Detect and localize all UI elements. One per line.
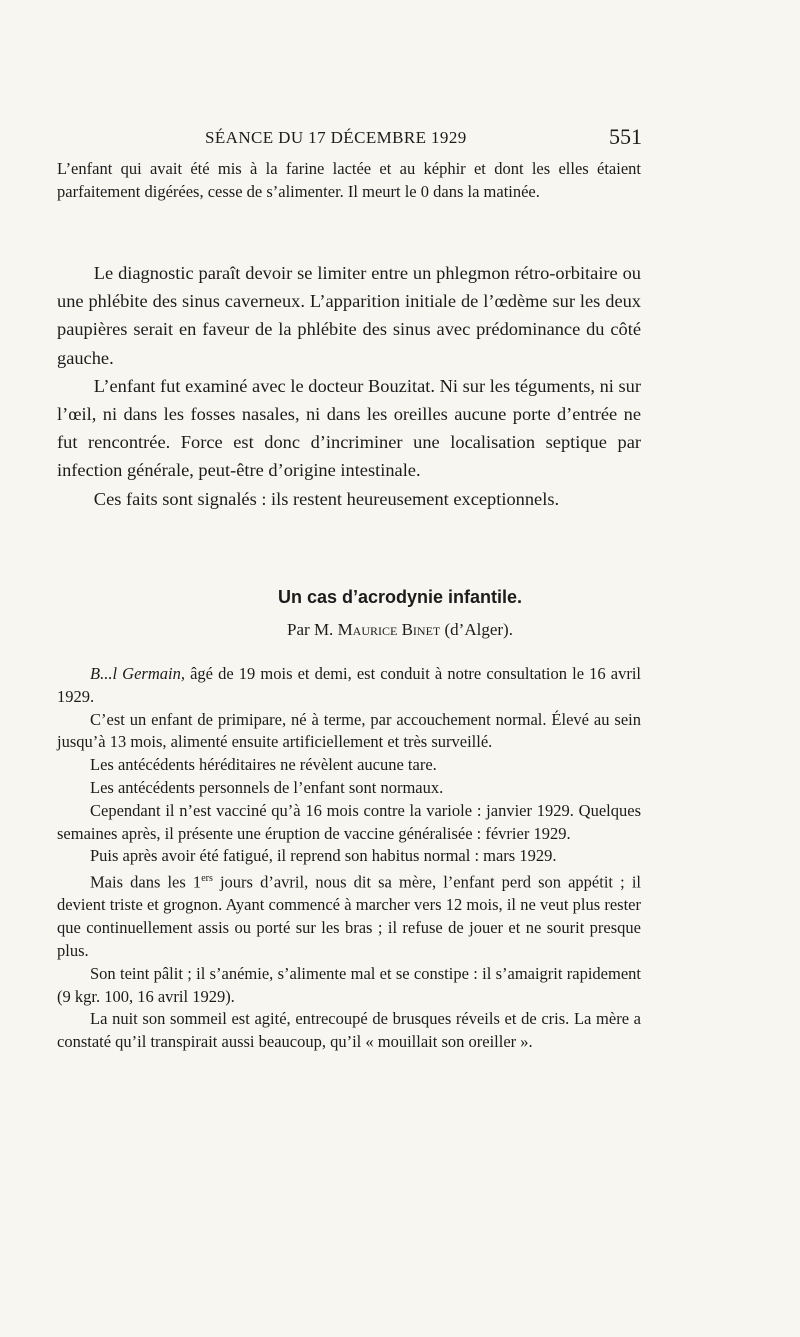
paragraph: Les antécédents personnels de l’enfant sont normaux. <box>90 777 444 797</box>
page-number: 551 <box>609 124 642 149</box>
ordinal-superscript: ers <box>201 873 213 885</box>
paragraph: Cependant il n’est vacciné qu’à 16 mois contre la variole : janvier 1929. Quelques semaines après, il présente une éruption de vaccine généralisée : février 1929. <box>57 800 641 843</box>
paragraph: C’est un enfant de primipare, né à terme, par accouchement normal. Élevé au sein jusqu’à 13 mois, alimenté ensuite artificiellement et très surveillé. <box>57 709 641 752</box>
case-report-text <box>57 663 641 1054</box>
paragraph: Les antécédents héréditaires ne révèlent aucune tare. <box>90 755 437 775</box>
paragraph: L’enfant fut examiné avec le docteur Bouzitat. Ni sur les téguments, ni sur l’œil, ni dans les fosses nasales, ni dans les oreilles aucune porte d’entrée ne fut rencontrée. Force est donc d’incriminer une localisation septique par infection générale, peut-être d’origine intestinale. <box>57 375 641 481</box>
paragraph: La nuit son sommeil est agité, entrecoupé de brusques réveils et de cris. La mère a constaté qu’il transpirait aussi beaucoup, qu’il « mouillait son oreiller ». <box>57 1009 641 1052</box>
running-head: SÉANCE DU 17 DÉCEMBRE 1929 <box>205 128 467 147</box>
paragraph-text: âgé de 19 mois et demi, est conduit à notre consultation le 16 avril 1929. <box>57 664 642 706</box>
paragraph <box>57 868 641 963</box>
paragraph-text: Mais dans les 1 <box>90 872 202 892</box>
author-prefix: Par M. <box>287 620 334 639</box>
author-place: (d’Alger). <box>444 620 513 639</box>
author-name: Maurice Binet <box>337 620 441 639</box>
paragraph <box>57 663 641 709</box>
continued-text <box>57 158 641 204</box>
paragraph-text: jours d’avril, nous dit sa mère, l’enfant perd son appétit ; il devient triste et grognon. Ayant commencé à marcher vers 12 mois, il ne veut plus rester que continuellement assis ou porté sur les bras ; il refuse de jouer et ne sourit presque plus. <box>57 872 641 961</box>
paragraph: Puis après avoir été fatigué, il reprend son habitus normal : mars 1929. <box>90 846 557 866</box>
discussion-text <box>57 259 641 513</box>
article-author <box>0 620 800 640</box>
paragraph: Son teint pâlit ; il s’anémie, s’alimente mal et se constipe : il s’amaigrit rapidement (9 kgr. 100, 16 avril 1929). <box>57 963 641 1006</box>
paragraph: L’enfant qui avait été mis à la farine lactée et au képhir et dont les elles étaient parfaitement digérées, cesse de s’alimenter. Il meurt le 0 dans la matinée. <box>57 159 641 201</box>
article-title: Un cas d’acrodynie infantile. <box>277 587 523 607</box>
patient-name: B...l Germain, <box>90 664 185 683</box>
page-header <box>205 124 642 156</box>
paragraph: Ces faits sont signalés : ils restent heureusement exceptionnels. <box>93 488 560 509</box>
paragraph: Le diagnostic paraît devoir se limiter entre un phlegmon rétro-orbitaire ou une phlébite des sinus caverneux. L’apparition initiale de l’œdème sur les deux paupières serait en faveur de la phlébite des sinus avec prédominance du côté gauche. <box>57 263 641 368</box>
